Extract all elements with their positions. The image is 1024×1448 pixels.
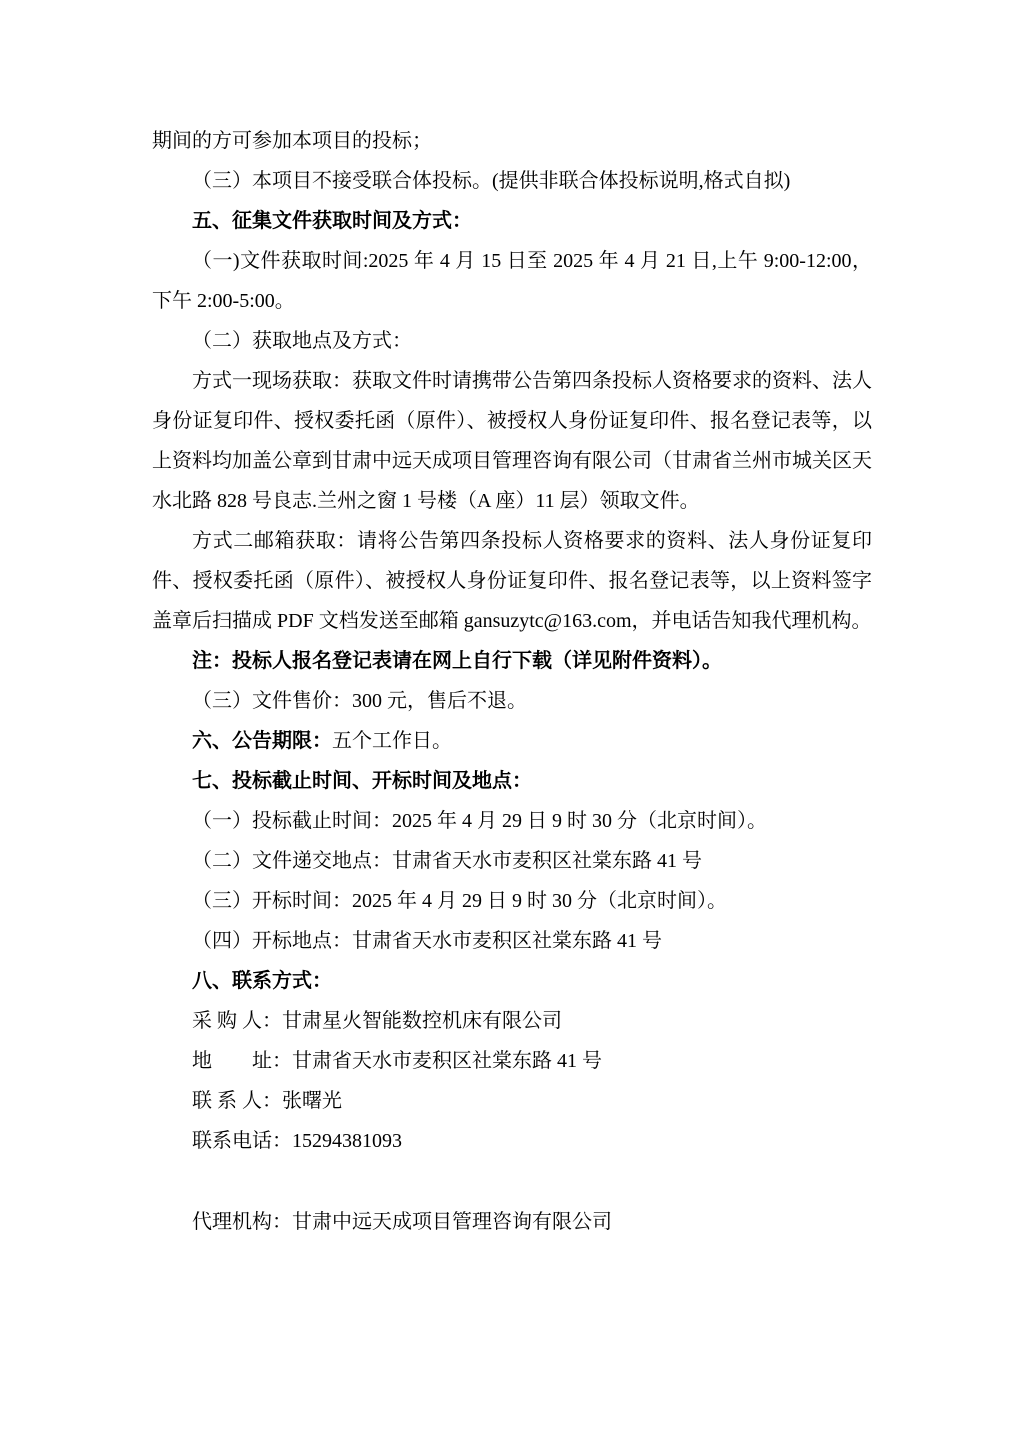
paragraph-11 — [152, 761, 872, 801]
text-run: （二）获取地点及方式： — [192, 330, 412, 352]
paragraph-3 — [152, 201, 872, 241]
paragraph-9 — [152, 681, 872, 721]
text-run: 方式一现场获取：获取文件时请携带公告第四条投标人资格要求的资料、法人身份证复印件、授权委托函（原件）、被授权人身份证复印件、报名登记表等，以上资料均加盖公章到甘肃中远天成项目管理咨询有限公司（甘肃省兰州市城关区天水北路 828 号良志.兰州之窗 1 号楼（A 座）11 层）领取文件。 — [152, 370, 872, 512]
text-run: （二）文件递交地点：甘肃省天水市麦积区社棠东路 41 号 — [192, 850, 702, 872]
text-run: 六、公告期限： — [192, 730, 332, 752]
paragraph-19 — [152, 1081, 872, 1121]
text-run: 采 购 人：甘肃星火智能数控机床有限公司 — [192, 1010, 562, 1032]
paragraph-15 — [152, 921, 872, 961]
document-body — [152, 121, 872, 1242]
paragraph-21 — [152, 1202, 872, 1242]
text-run: 地 址：甘肃省天水市麦积区社棠东路 41 号 — [192, 1050, 602, 1072]
text-run: 期间的方可参加本项目的投标； — [152, 130, 432, 152]
text-run: 联 系 人：张曙光 — [192, 1090, 342, 1112]
text-run: 代理机构：甘肃中远天成项目管理咨询有限公司 — [192, 1211, 612, 1233]
paragraph-7 — [152, 521, 872, 641]
paragraph-1 — [152, 121, 872, 161]
text-run: 五个工作日。 — [332, 730, 452, 752]
text-run: 联系电话：15294381093 — [192, 1130, 402, 1152]
paragraph-18 — [152, 1041, 872, 1081]
text-run: 五、征集文件获取时间及方式： — [192, 210, 472, 232]
paragraph-14 — [152, 881, 872, 921]
text-run: 七、投标截止时间、开标时间及地点： — [192, 770, 532, 792]
paragraph-20 — [152, 1121, 872, 1161]
paragraph-10 — [152, 721, 872, 761]
text-run: 八、联系方式： — [192, 970, 332, 992]
paragraph-16 — [152, 961, 872, 1001]
paragraph-2 — [152, 161, 872, 201]
text-run: （三）文件售价：300 元，售后不退。 — [192, 690, 527, 712]
text-run: 注：投标人报名登记表请在网上自行下载（详见附件资料）。 — [192, 650, 722, 672]
text-run: （三）本项目不接受联合体投标。(提供非联合体投标说明,格式自拟) — [192, 170, 791, 192]
text-run: （一）投标截止时间：2025 年 4 月 29 日 9 时 30 分（北京时间）。 — [192, 810, 767, 832]
paragraph-13 — [152, 841, 872, 881]
text-run: （四）开标地点：甘肃省天水市麦积区社棠东路 41 号 — [192, 930, 662, 952]
paragraph-17 — [152, 1001, 872, 1041]
paragraph-12 — [152, 801, 872, 841]
text-run: （一)文件获取时间:2025 年 4 月 15 日至 2025 年 4 月 21 日,上午 9:00-12:00，下午 2:00-5:00。 — [152, 250, 872, 312]
paragraph-8 — [152, 641, 872, 681]
paragraph-4 — [152, 241, 872, 321]
text-run: （三）开标时间：2025 年 4 月 29 日 9 时 30 分（北京时间）。 — [192, 890, 727, 912]
text-run: 方式二邮箱获取：请将公告第四条投标人资格要求的资料、法人身份证复印件、授权委托函（原件）、被授权人身份证复印件、报名登记表等，以上资料签字盖章后扫描成 PDF 文档发送至邮箱 gansuzytc@163.com，并电话告知我代理机构。 — [152, 530, 872, 632]
paragraph-5 — [152, 321, 872, 361]
paragraph-6 — [152, 361, 872, 521]
